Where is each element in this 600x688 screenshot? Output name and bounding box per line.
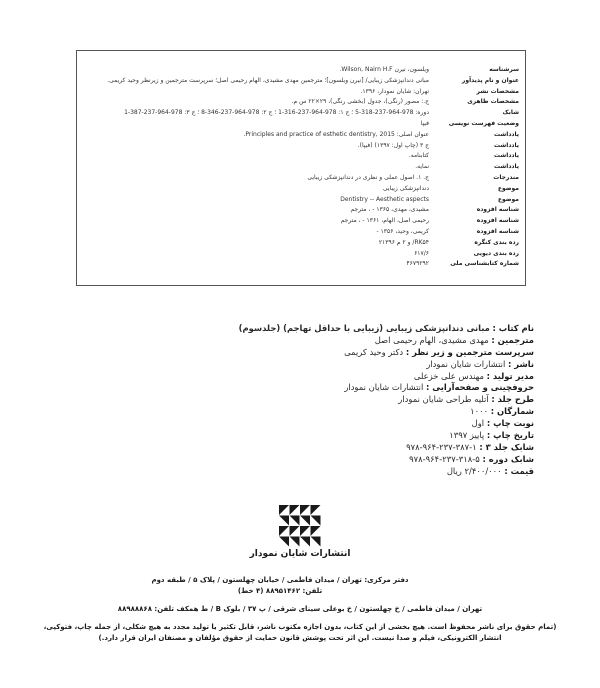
spec-line <box>232 335 534 347</box>
spec-line <box>232 454 534 466</box>
copyright-line: انتشار الکترونیکی، فیلم و صدا نیست. این اثر تحت پوشش قانون حمایت از حقوق مؤلفان و مصنفان ایران قرار دارد.) <box>98 634 502 642</box>
cip-row <box>77 130 525 140</box>
spec-line <box>232 323 534 335</box>
cip-label: یادداشت <box>494 163 519 171</box>
store-address: تهران / میدان فاطمی / خ چهلستون / خ بوعلی سینای شرقی / پ ۳۷ / بلوک B / ط همکف تلفن: ۸۸۹۸۸۸۶۸ <box>117 605 483 613</box>
cip-value: ج.: مصور (رنگی)، جدول (بخشی رنگی)، ۲۹×۲۲ س م. <box>291 98 429 106</box>
publisher-logo-icon <box>279 505 321 547</box>
cip-label: شناسه افزوده <box>476 228 519 235</box>
cip-value: RK۵۴/ و ۲ م ۲۱۳۹۶ <box>378 238 429 246</box>
cip-value: رحیمی اصل، الهام، ۱۳۶۱ - ، مترجم <box>340 217 429 225</box>
cip-value: ج ۳ (چاپ اول: ۱۳۹۷) (فیپا). <box>357 141 429 149</box>
spec-line <box>232 430 534 442</box>
cip-value: ۶۱۷/۶ <box>414 249 429 257</box>
spec-value: انتشارات شایان نمودار <box>426 358 506 369</box>
cip-label: شابک <box>502 109 519 117</box>
spec-value: مهدی مشیدی، الهام رحیمی اصل <box>374 334 489 345</box>
cip-value: کتابنامه. <box>408 152 429 160</box>
spec-line <box>232 466 534 478</box>
spec-label: حروفچینی و صفحه‌آرایی : <box>426 382 534 393</box>
book-specifications <box>232 323 534 478</box>
cip-row <box>77 119 525 129</box>
spec-label: شمارگان : <box>490 406 534 417</box>
cip-value: مشیدی، مهدی، ۱۳۶۵ - ، مترجم <box>350 206 429 214</box>
cip-value: ویلسون، نیرن Wilson, Nairn H.F. <box>339 66 429 73</box>
spec-label: ناشر : <box>507 358 534 369</box>
spec-label: سرپرست مترجمین و زیر نظر : <box>405 346 534 357</box>
cip-value: نمایه. <box>415 163 429 171</box>
cip-row <box>77 108 525 118</box>
cip-value: Dentistry -- Aesthetic aspects <box>340 195 429 203</box>
spec-value: مبانی دندانپزشکی زیبایی (زیبایی با حداقل تهاجم) (جلدسوم) <box>238 323 490 333</box>
spec-value: ۱-۳۸۷-۲۳۷-۹۶۴-۹۷۸ <box>406 441 477 452</box>
cip-value: فیپا <box>420 120 429 127</box>
spec-value: آتلیه طراحی شایان نمودار <box>398 394 489 405</box>
cip-label: مشخصات ظاهری <box>467 98 519 106</box>
cip-value: دندانپزشکی زیبایی <box>382 184 429 192</box>
cip-label: مندرجات <box>493 174 519 181</box>
spec-label: نام کتاب : <box>492 323 534 333</box>
cip-row <box>77 141 525 151</box>
spec-line <box>232 359 534 371</box>
cip-value: ۴۶۷۹۲۹۲ <box>406 260 429 268</box>
cip-value: عنوان اصلی: Principles and practice of esthetic dentistry, 2015. <box>243 130 429 138</box>
cip-row <box>77 216 525 226</box>
cip-label: رده بندی کنگره <box>474 238 519 246</box>
cip-label: رده بندی دیویی <box>473 249 519 257</box>
spec-line <box>232 371 534 383</box>
spec-label: تاریخ چاپ : <box>486 430 534 441</box>
cip-row <box>77 195 525 205</box>
cip-value: تهران: شایان نمودار، ۱۳۹۶. <box>360 87 429 95</box>
spec-label: طرح جلد : <box>491 394 534 405</box>
office-phone: تلفن: ۸۸۹۵۱۴۶۲ (۴ خط) <box>237 587 323 595</box>
cip-value: کریمی، وحید، ۱۳۵۶ - <box>376 228 429 235</box>
spec-value: ۵-۳۱۸-۲۳۷-۹۶۴-۹۷۸ <box>409 453 480 464</box>
cip-label: شماره کتابشناسی ملی <box>450 260 519 268</box>
spec-label: نوبت چاپ : <box>486 418 534 429</box>
cip-row <box>77 162 525 172</box>
spec-label: شابک جلد ۳ : <box>479 441 534 452</box>
publisher-name: انتشارات شایان نمودار <box>249 549 351 559</box>
cip-label: وضعیت فهرست نویسی <box>448 120 519 127</box>
copyright-line: (تمام حقوق برای ناشر محفوظ است. هیچ بخشی از این کتاب، بدون اجازه مکتوب ناشر، قابل تکثیر یا تولید مجدد به هیچ شکلی، از جمله چاپ، فتوکپی، <box>43 623 557 631</box>
copyright-notice <box>10 622 590 644</box>
spec-line <box>232 418 534 430</box>
spec-value: اول <box>471 418 485 429</box>
cip-label: یادداشت <box>494 130 519 138</box>
spec-line <box>232 382 534 394</box>
cip-row <box>77 227 525 237</box>
cip-label: شناسه افزوده <box>476 206 519 214</box>
cip-value: دوره: 978-964-237-318-5 ؛ ج ۱: 978-964-237-316-1 ؛ ج ۲: 978-964-237-346-8 ؛ ج ۳: 978-964-237-387-1 <box>124 109 429 117</box>
cip-label: یادداشت <box>494 152 519 160</box>
spec-value: پاییز ۱۳۹۷ <box>449 430 485 441</box>
cip-label: موضوع <box>497 195 519 203</box>
cip-row <box>77 151 525 161</box>
cip-value: مبانی دندانپزشکی زیبایی/ [نیرن ویلسون]؛ مترجمین مهدی مشیدی، الهام رحیمی اصل؛ سرپرست مترجمین و زیرنظر وحید کریمی. <box>107 76 429 84</box>
cip-label: مشخصات نشر <box>476 87 519 95</box>
cip-label: یادداشت <box>494 141 519 149</box>
spec-value: مهندس علی خزعلی <box>413 370 484 381</box>
cip-label: شناسه افزوده <box>476 217 519 225</box>
spec-line <box>232 406 534 418</box>
spec-line <box>232 442 534 454</box>
cip-row <box>77 249 525 259</box>
cip-row <box>77 173 525 183</box>
cip-row <box>77 184 525 194</box>
spec-label: شابک دوره : <box>482 453 534 464</box>
cip-row <box>77 87 525 97</box>
spec-value: انتشارات شایان نمودار <box>344 382 424 393</box>
cip-label: موضوع <box>497 184 519 192</box>
cip-row <box>77 97 525 107</box>
office-address: دفتر مرکزی: تهران / میدان فاطمی / خیابان چهلستون / پلاک ۵ / طبقه دوم <box>151 576 409 584</box>
cip-row <box>77 65 525 75</box>
spec-value: ۱۰۰۰ <box>470 406 489 417</box>
cip-row <box>77 259 525 269</box>
cip-value: ج. ۱. اصول عملی و نظری در دندانپزشکی زیبایی <box>307 174 429 181</box>
spec-label: مدیر تولید : <box>486 370 534 381</box>
spec-label: مترجمین : <box>491 334 534 345</box>
cip-row <box>77 205 525 215</box>
cataloging-in-publication-box <box>76 50 526 286</box>
cip-label: سرشناسه <box>489 66 519 73</box>
spec-value: دکتر وحید کریمی <box>344 346 404 357</box>
cip-row <box>77 238 525 248</box>
cip-label: عنوان و نام پدیدآور <box>461 76 519 84</box>
cip-row <box>77 76 525 86</box>
spec-line <box>232 347 534 359</box>
spec-value: ۲/۴۰۰/۰۰۰ ریال <box>446 465 502 476</box>
spec-label: قیمت : <box>504 465 534 476</box>
spec-line <box>232 394 534 406</box>
